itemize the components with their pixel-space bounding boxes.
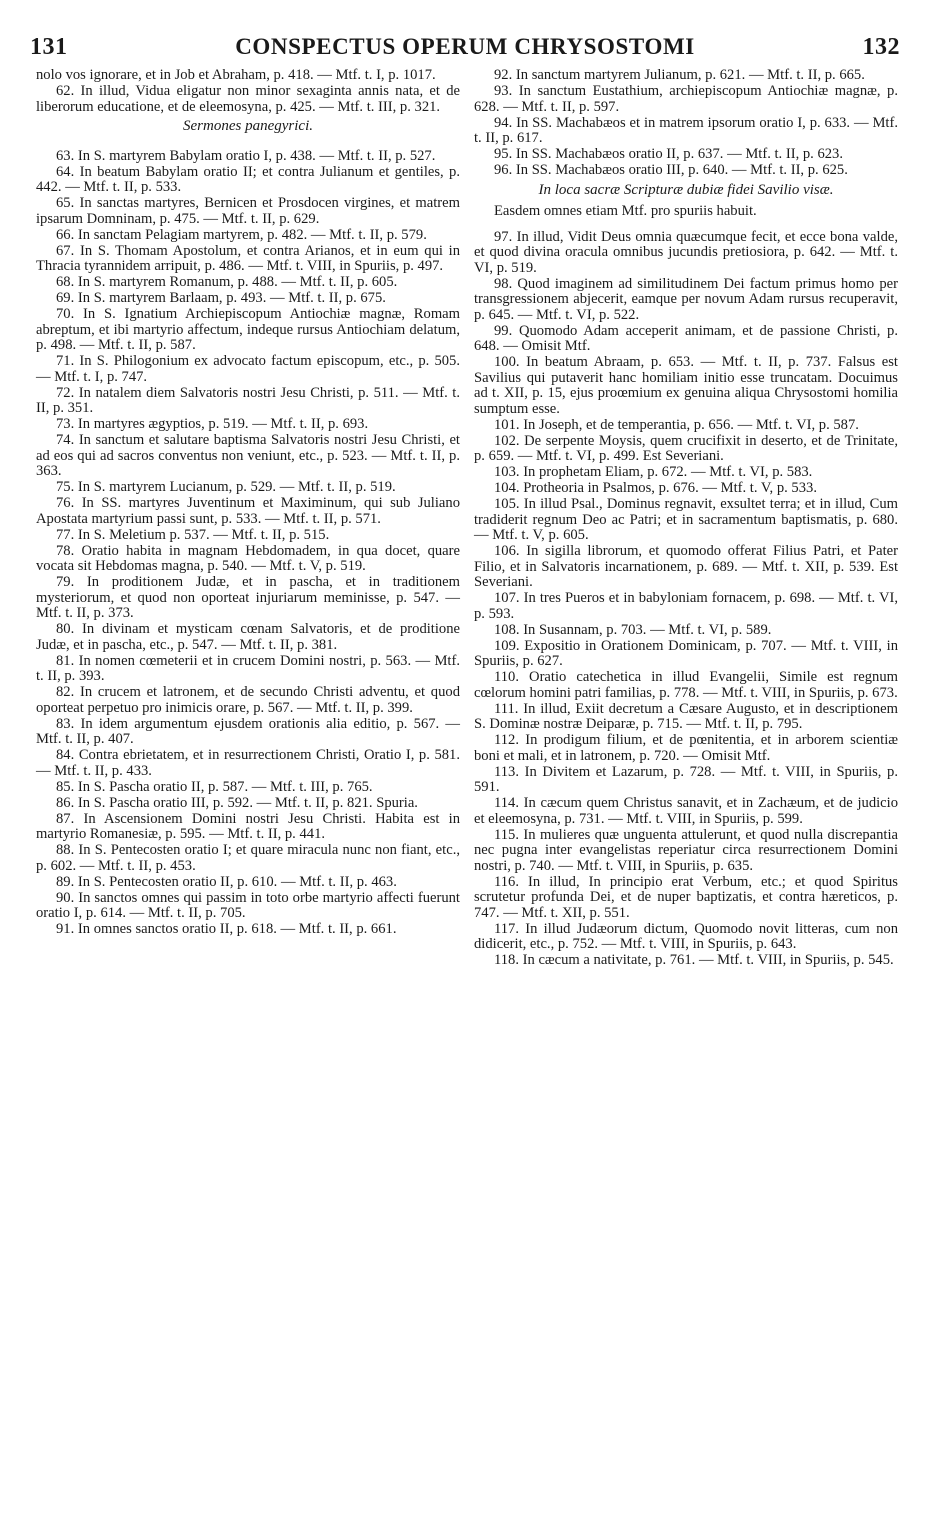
list-item: 83. In idem argumentum ejusdem orationis alia editio, p. 567. — Mtf. t. II, p. 407.	[36, 715, 460, 747]
list-item: 118. In cæcum a nativitate, p. 761. — Mtf. t. VIII, in Spuriis, p. 545.	[494, 952, 894, 968]
list-item: nolo vos ignorare, et in Job et Abraham, p. 418. — Mtf. t. I, p. 1017.	[36, 67, 436, 83]
list-item: 96. In SS. Machabæos oratio III, p. 640. — Mtf. t. II, p. 625.	[494, 162, 848, 178]
list-item: 80. In divinam et mysticam cœnam Salvatoris, et de proditione Judæ, et in pascha, etc., p. 547. — Mtf. t. II, p. 381.	[36, 621, 460, 653]
list-item: 91. In omnes sanctos oratio II, p. 618. — Mtf. t. II, p. 661.	[56, 921, 397, 937]
list-item: 69. In S. martyrem Barlaam, p. 493. — Mtf. t. II, p. 675.	[56, 290, 386, 306]
list-item: 64. In beatum Babylam oratio II; et contra Julianum et gentiles, p. 442. — Mtf. t. II, p. 533.	[36, 163, 460, 195]
list-item: 82. In crucem et latronem, et de secundo Christi adventu, et quod oporteat perpetuo pro inimicis orare, p. 567. — Mtf. t. II, p. 399.	[36, 684, 460, 716]
list-item: 115. In mulieres quæ unguenta attulerunt, et quod nulla discrepantia nec pugna inter evangelistas reperiatur circa resurrectionem Domini nostri, p. 740. — Mtf. t. VIII, in Spuriis, p. 635.	[474, 826, 898, 874]
list-item: 66. In sanctam Pelagiam martyrem, p. 482. — Mtf. t. II, p. 579.	[56, 226, 427, 243]
list-item: 117. In illud Judæorum dictum, Quomodo novit litteras, cum non didicerit, etc., p. 752. — Mtf. t. VIII, in Spuriis, p. 643.	[474, 920, 898, 952]
list-item: 104. Protheoria in Psalmos, p. 676. — Mtf. t. V, p. 533.	[494, 480, 817, 496]
list-item: 77. In S. Meletium p. 537. — Mtf. t. II, p. 515.	[56, 526, 330, 543]
list-item: 68. In S. martyrem Romanum, p. 488. — Mtf. t. II, p. 605.	[56, 274, 398, 290]
list-item: 110. Oratio catechetica in illud Evangelii, Simile est regnum cœlorum homini patri familias, p. 778. — Mtf. t. VIII, in Spuriis, p. 673.	[474, 669, 898, 701]
list-item: 79. In proditionem Judæ, et in pascha, et in traditionem mysteriorum, et quod non oporteat injuriarum meminisse, p. 547. — Mtf. t. II, p. 373.	[36, 574, 460, 621]
list-item: 105. In illud Psal., Dominus regnavit, exsultet terra; et in illud, Cum tradiderit regnum Deo ac Patri; et in sacramentum baptismatis, p. 680. — Mtf. t. V, p. 605.	[474, 496, 898, 543]
left-entries	[36, 68, 460, 115]
list-item: 63. In S. martyrem Babylam oratio I, p. 438. — Mtf. t. II, p. 527.	[56, 147, 436, 164]
list-item: 101. In Joseph, et de temperantia, p. 656. — Mtf. t. VI, p. 587.	[494, 416, 859, 433]
list-item: 109. Expositio in Orationem Dominicam, p. 707. — Mtf. t. VIII, in Spuriis, p. 627.	[474, 637, 898, 669]
list-item: 108. In Susannam, p. 703. — Mtf. t. VI, p. 589.	[494, 621, 772, 638]
list-item: 111. In illud, Exiit decretum a Cæsare Augusto, et in descriptionem S. Dominæ nostræ Deiparæ, p. 715. — Mtf. t. II, p. 795.	[474, 700, 898, 732]
right-column	[474, 68, 898, 969]
list-item: 106. In sigilla librorum, et quomodo offerat Filius Patri, et Pater Filio, et in Salvatoris incarnationem, p. 689. — Mtf. t. XII, p. 539. Est Severiani.	[474, 543, 898, 590]
left-column	[36, 68, 460, 938]
list-item: 116. In illud, In principio erat Verbum, etc.; et quod Spiritus scrutetur profunda Dei, et de nuper baptizatis, et contra hæreticos, p. 747. — Mtf. t. XII, p. 551.	[474, 873, 898, 921]
list-item: 65. In sanctas martyres, Bernicen et Prosdocen virgines, et matrem ipsarum Domninam, p. 475. — Mtf. t. II, p. 629.	[36, 195, 460, 227]
list-item: 71. In S. Philogonium ex advocato factum episcopum, etc., p. 505. — Mtf. t. I, p. 747.	[36, 353, 460, 385]
section-heading-2: In loca sacræ Scripturæ dubiæ fidei Savilio visæ.	[538, 181, 834, 198]
list-item: 102. De serpente Moysis, quem crucifixit in deserto, et de Trinitate, p. 659. — Mtf. t. VI, p. 499. Est Severiani.	[474, 432, 898, 464]
left-entries-2	[36, 149, 460, 938]
list-item: 85. In S. Pascha oratio II, p. 587. — Mtf. t. III, p. 765.	[56, 778, 373, 795]
list-item: 112. In prodigum filium, et de pœnitentia, et in arborem scientiæ boni et mali, et in latronem, p. 720. — Omisit Mtf.	[474, 732, 898, 764]
list-item: 67. In S. Thomam Apostolum, et contra Arianos, et in eum qui in Thracia tyrannidem arripuit, p. 486. — Mtf. t. VIII, in Spuriis, p. 497.	[36, 242, 460, 274]
list-item: 92. In sanctum martyrem Julianum, p. 621. — Mtf. t. II, p. 665.	[494, 67, 865, 83]
list-item: 76. In SS. martyres Juventinum et Maximinum, qui sub Juliano Apostata martyrium passi sunt, p. 533. — Mtf. t. II, p. 571.	[36, 495, 460, 527]
list-item: 70. In S. Ignatium Archiepiscopum Antiochiæ magnæ, Romam abreptum, et ibi martyrio affectum, indeque rursus Antiochiam delatum, p. 498. — Mtf. t. II, p. 587.	[36, 306, 460, 353]
list-item: 78. Oratio habita in magnam Hebdomadem, in qua docet, quare vocata sit Hebdomas magna, p. 540. — Mtf. t. V, p. 519.	[36, 542, 460, 574]
list-item: 72. In natalem diem Salvatoris nostri Jesu Christi, p. 511. — Mtf. t. II, p. 351.	[36, 384, 460, 416]
list-item: 87. In Ascensionem Domini nostri Jesu Christi. Habita est in martyrio Romanesiæ, p. 595. — Mtf. t. II, p. 441.	[36, 810, 460, 842]
list-item: 95. In SS. Machabæos oratio II, p. 637. — Mtf. t. II, p. 623.	[494, 146, 844, 162]
list-item: 62. In illud, Vidua eligatur non minor sexaginta annis nata, et de liberorum educatione, et de eleemosyna, p. 425. — Mtf. t. III, p. 321.	[36, 83, 460, 115]
list-item: 107. In tres Pueros et in babyloniam fornacem, p. 698. — Mtf. t. VI, p. 593.	[474, 590, 898, 622]
list-item: 113. In Divitem et Lazarum, p. 728. — Mtf. t. VIII, in Spuriis, p. 591.	[474, 763, 898, 795]
list-item: 98. Quod imaginem ad similitudinem Dei factum primus homo per transgressionem abjecerit, eamque per novum Adam rursus recuperavit, p. 645. — Mtf. t. VI, p. 522.	[474, 275, 898, 323]
list-item: 90. In sanctos omnes qui passim in toto orbe martyrio affecti fuerunt oratio I, p. 614. — Mtf. t. II, p. 705.	[36, 889, 460, 921]
list-item: 73. In martyres ægyptios, p. 519. — Mtf. t. II, p. 693.	[56, 416, 369, 432]
running-title: CONSPECTUS OPERUM CHRYSOSTOMI	[235, 34, 695, 59]
section-heading: Sermones panegyrici.	[183, 118, 313, 134]
list-item: 74. In sanctum et salutare baptisma Salvatoris nostri Jesu Christi, et ad eos qui ad sacros conventus non veniunt, etc., p. 523. — Mtf. t. II, p. 363.	[36, 432, 460, 479]
list-item: 86. In S. Pascha oratio III, p. 592. — Mtf. t. II, p. 821. Spuria.	[56, 794, 418, 811]
list-item: 97. In illud, Vidit Deus omnia quæcumque fecit, et ecce bona valde, et quod divina oracula omnibus jucundis pretiosiora, p. 642. — Mtf. t. VI, p. 519.	[474, 228, 898, 276]
page-number-right: 132	[862, 33, 900, 60]
right-entries-2	[474, 230, 898, 969]
right-entries	[474, 68, 898, 179]
list-item: 103. In prophetam Eliam, p. 672. — Mtf. t. VI, p. 583.	[494, 464, 813, 480]
list-item: 75. In S. martyrem Lucianum, p. 529. — Mtf. t. II, p. 519.	[56, 479, 396, 495]
page-number-left: 131	[30, 33, 68, 60]
list-item: 89. In S. Pentecosten oratio II, p. 610. — Mtf. t. II, p. 463.	[56, 873, 397, 890]
list-item: 100. In beatum Abraam, p. 653. — Mtf. t. II, p. 737. Falsus est Savilius qui putaverit hanc homiliam initio esse truncatam. Docuimus ad t. XII, p. 15, ejus proœmium ex genuina aliqua Chrysostomi homilia sumptum esse.	[474, 354, 898, 417]
list-item: 99. Quomodo Adam acceperit animam, et de passione Christi, p. 648. — Omisit Mtf.	[474, 322, 898, 354]
list-item: 88. In S. Pentecosten oratio I; et quare miracula nunc non fiant, etc., p. 602. — Mtf. t. II, p. 453.	[36, 842, 460, 874]
list-item: 114. In cæcum quem Christus sanavit, et in Zachæum, et de judicio et eleemosyna, p. 731. — Mtf. t. VIII, in Spuriis, p. 599.	[474, 795, 898, 827]
list-item: 94. In SS. Machabæos et in matrem ipsorum oratio I, p. 633. — Mtf. t. II, p. 617.	[474, 114, 898, 146]
list-item: 93. In sanctum Eustathium, archiepiscopum Antiochiæ magnæ, p. 628. — Mtf. t. II, p. 597.	[474, 83, 898, 115]
page-header	[30, 30, 900, 64]
list-item: 84. Contra ebrietatem, et in resurrectionem Christi, Oratio I, p. 581. — Mtf. t. II, p. 433.	[36, 747, 460, 779]
list-item: 81. In nomen cœmeterii et in crucem Domini nostri, p. 563. — Mtf. t. II, p. 393.	[36, 652, 460, 684]
section-note: Easdem omnes etiam Mtf. pro spuriis habuit.	[494, 203, 757, 219]
